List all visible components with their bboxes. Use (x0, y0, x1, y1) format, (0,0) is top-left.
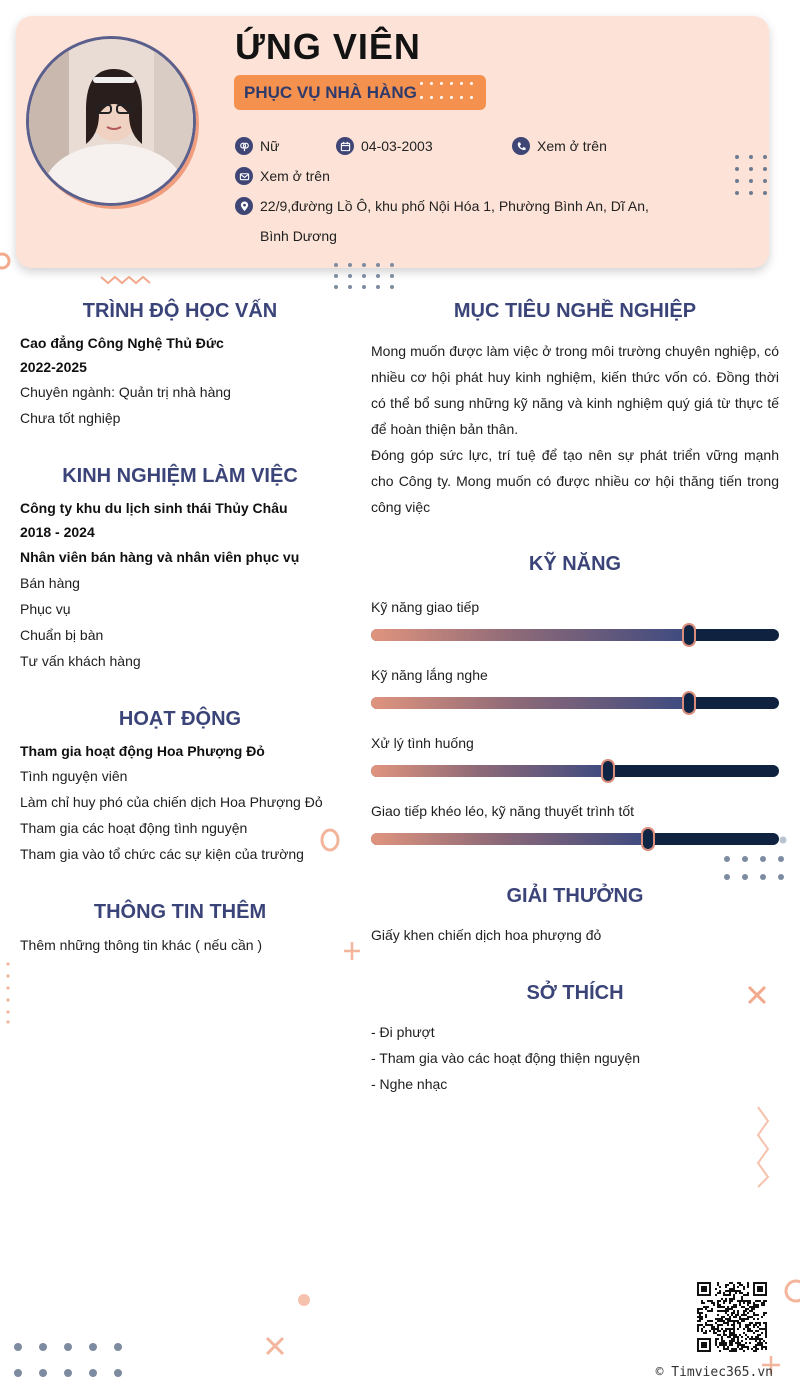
experience-period: 2018 - 2024 (20, 524, 95, 540)
dot-decoration (296, 1292, 312, 1308)
qr-code (697, 1282, 767, 1352)
skill-label: Kỹ năng giao tiếp (371, 599, 480, 615)
skill-bar (371, 697, 779, 709)
cross-decoration (264, 1335, 286, 1357)
list-item: - Đi phượt (371, 1024, 435, 1040)
dots-decoration (14, 1343, 122, 1377)
plus-decoration (342, 940, 362, 962)
extra-info-text: Thêm những thông tin khác ( nếu cần ) (20, 937, 263, 953)
objective-paragraph-2: Đóng góp sức lực, trí tuệ để tạo nên sự phát triển vững mạnh cho Công ty. Mong muốn có được nhiều cơ hội thăng tiến trong công việc (371, 447, 779, 515)
list-item: Tham gia vào tổ chức các sự kiện của trường (20, 846, 304, 862)
email-icon (235, 167, 253, 185)
hobbies-title: SỞ THÍCH (526, 982, 624, 1004)
calendar-icon (336, 137, 354, 155)
skill-bar (371, 765, 779, 777)
education-period: 2022-2025 (20, 359, 87, 375)
address-line-2: Bình Dương (260, 228, 337, 244)
position-label: PHỤC VỤ NHÀ HÀNG (244, 83, 417, 102)
objective-title: MỤC TIÊU NGHỀ NGHIỆP (453, 300, 697, 322)
skill-bar (371, 833, 779, 845)
education-title: TRÌNH ĐỘ HỌC VẤN (82, 300, 278, 322)
awards-text: Giấy khen chiến dịch hoa phượng đỏ (371, 927, 602, 943)
list-item: Tình nguyện viên (20, 768, 128, 784)
ring-decoration (0, 250, 14, 272)
badge-dots-decoration (420, 82, 478, 104)
location-pin-icon (235, 197, 253, 215)
gender-item (235, 137, 279, 155)
skill-knob (682, 691, 696, 715)
awards-title: GIẢI THƯỞNG (506, 885, 644, 907)
skill-fill (371, 697, 689, 709)
portrait-image (29, 39, 196, 206)
list-item: Bán hàng (20, 575, 80, 591)
dots-decoration (334, 263, 394, 289)
list-item: Tư vấn khách hàng (20, 653, 141, 669)
gender-value: Nữ (260, 138, 280, 154)
cross-decoration (746, 984, 768, 1006)
zigzag-decoration (100, 274, 154, 286)
ring-decoration (318, 826, 342, 854)
gender-icon (235, 137, 253, 155)
dotted-line-decoration (4, 960, 12, 1026)
experience-role: Nhân viên bán hàng và nhân viên phục vụ (20, 549, 300, 565)
education-status: Chưa tốt nghiệp (20, 410, 121, 426)
extra-info-title: THÔNG TIN THÊM (93, 901, 267, 923)
list-item: Phục vụ (20, 601, 71, 617)
skill-fill (371, 629, 689, 641)
skill-fill (371, 765, 608, 777)
objective-paragraph-1: Mong muốn được làm việc ở trong môi trường chuyên nghiệp, có nhiều cơ hội phát huy kinh nghiệm, kiến thức vốn có. Đồng thời có thể bổ sung những kỹ năng và kinh nghiệm quý giá từ thực tế để hoàn thiện bản thân. (371, 343, 779, 437)
copyright-text: © Timviec365.vn (655, 1365, 773, 1380)
skill-knob (641, 827, 655, 851)
phone-value: Xem ở trên (537, 138, 607, 154)
email-value: Xem ở trên (260, 168, 330, 184)
position-badge (234, 75, 486, 110)
ring-decoration (782, 1276, 800, 1306)
dot-decoration (778, 835, 788, 845)
address-item (235, 197, 649, 215)
avatar (26, 36, 196, 206)
list-item: - Tham gia vào các hoạt động thiện nguyện (371, 1050, 641, 1066)
skill-label: Xử lý tình huống (371, 735, 474, 751)
skill-bar (371, 629, 779, 641)
skills-title: KỸ NĂNG (528, 553, 622, 575)
dots-decoration (735, 155, 767, 195)
birthdate-value: 04-03-2003 (361, 138, 433, 154)
candidate-name: ỨNG VIÊN (235, 26, 421, 67)
education-major: Chuyên ngành: Quản trị nhà hàng (20, 384, 231, 400)
skill-fill (371, 833, 648, 845)
activities-title: HOẠT ĐỘNG (118, 708, 242, 730)
address-line-1: 22/9,đường Lồ Ô, khu phố Nội Hóa 1, Phường Bình An, Dĩ An, (260, 198, 649, 214)
experience-company: Công ty khu du lịch sinh thái Thủy Châu (20, 500, 288, 516)
phone-icon (512, 137, 530, 155)
birthdate-item (336, 137, 433, 155)
list-item: - Nghe nhạc (371, 1076, 448, 1092)
list-item: Chuẩn bị bàn (20, 627, 104, 643)
activities-heading: Tham gia hoạt động Hoa Phượng Đỏ (20, 743, 265, 759)
zigzag-decoration (755, 1105, 771, 1189)
list-item: Làm chỉ huy phó của chiến dịch Hoa Phượng Đỏ (20, 794, 323, 810)
experience-title: KINH NGHIỆM LÀM VIỆC (62, 465, 298, 487)
phone-item (512, 137, 607, 155)
dots-decoration (724, 856, 784, 880)
email-item (235, 167, 330, 185)
list-item: Tham gia các hoạt động tình nguyện (20, 820, 248, 836)
skill-knob (601, 759, 615, 783)
skill-label: Giao tiếp khéo léo, kỹ năng thuyết trình tốt (371, 803, 635, 819)
education-school: Cao đẳng Công Nghệ Thủ Đức (20, 335, 224, 351)
skill-knob (682, 623, 696, 647)
skill-label: Kỹ năng lắng nghe (371, 667, 488, 683)
